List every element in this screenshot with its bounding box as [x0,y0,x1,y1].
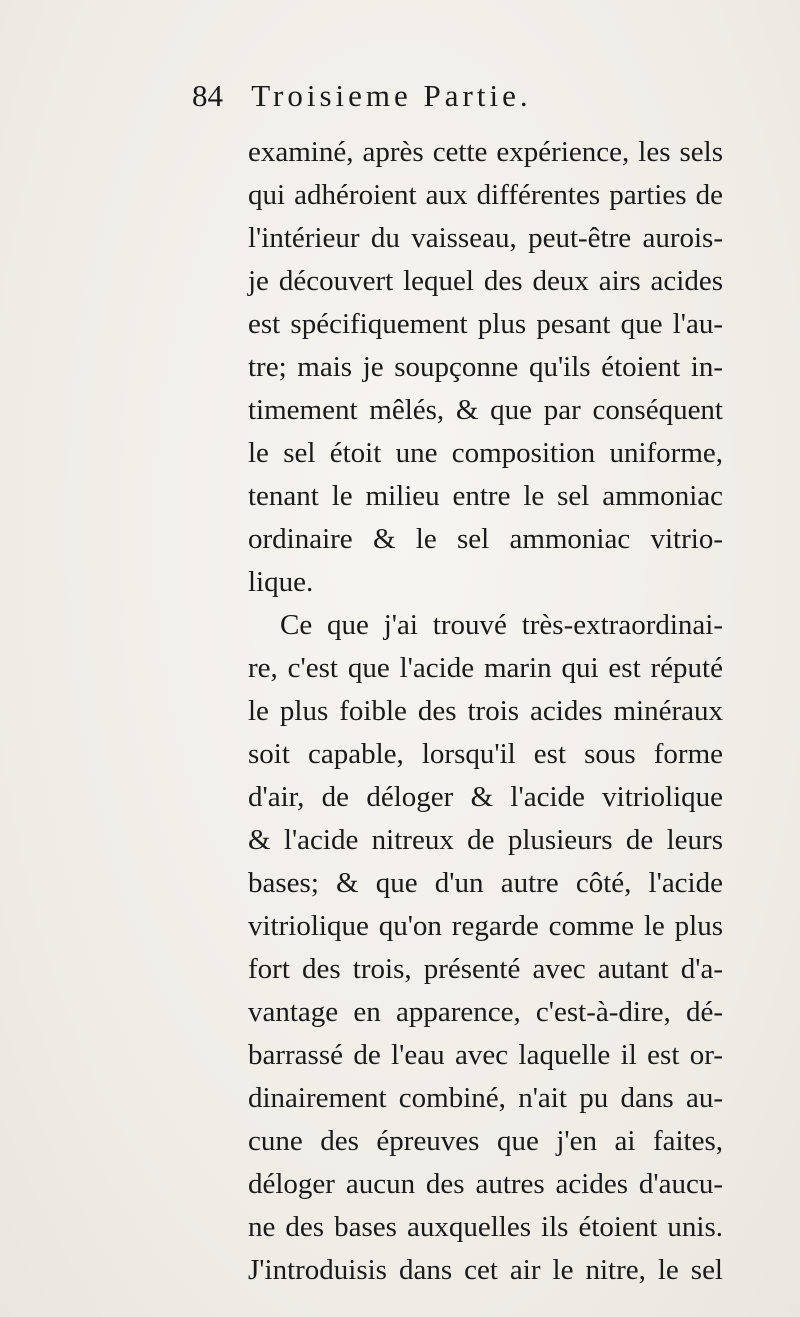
text-line: J'introduisis dans cet air le nitre, le sel [248,1254,723,1286]
running-header [192,78,642,128]
text-line: barrassé de l'eau avec laquelle il est or- [248,1039,723,1071]
text-line: lique. [248,566,314,598]
text-line: soit capable, lorsqu'il est sous forme [248,738,723,770]
text-line: ordinaire & le sel ammoniac vitrio- [248,523,723,555]
text-line: dinairement combiné, n'ait pu dans au- [248,1082,723,1114]
text-line: vantage en apparence, c'est-à-dire, dé- [248,996,723,1028]
text-line: bases; & que d'un autre côté, l'acide [248,867,723,899]
text-line: je découvert lequel des deux airs acides [248,265,723,297]
text-line: le sel étoit une composition uniforme, [248,437,723,469]
text-line: & l'acide nitreux de plusieurs de leurs [248,824,723,856]
text-line: examiné, après cette expérience, les sels [248,136,723,168]
text-line: ne des bases auxquelles ils étoient unis. [248,1211,723,1243]
text-line: est spécifiquement plus pesant que l'au- [248,308,723,340]
text-line: cune des épreuves que j'en ai faites, [248,1125,723,1157]
page-number: 84 [192,78,223,113]
text-line: vitriolique qu'on regarde comme le plus [248,910,723,942]
text-line: d'air, de déloger & l'acide vitriolique [248,781,723,813]
body-text [248,131,723,1292]
text-line: tre; mais je soupçonne qu'ils étoient in- [248,351,723,383]
text-line: le plus foible des trois acides minéraux [248,695,723,727]
text-line: Ce que j'ai trouvé très-extraordinai- [280,609,723,641]
text-line: tenant le milieu entre le sel ammoniac [248,480,723,512]
text-line: déloger aucun des autres acides d'aucu- [248,1168,723,1200]
text-line: timement mêlés, & que par conséquent [248,394,723,426]
header-title: Troisieme Partie. [251,78,532,113]
text-line: fort des trois, présenté avec autant d'a- [248,953,723,985]
text-line: re, c'est que l'acide marin qui est réputé [248,652,723,684]
text-line: l'intérieur du vaisseau, peut-être aurois- [248,222,723,254]
text-line: qui adhéroient aux différentes parties de [248,179,723,211]
